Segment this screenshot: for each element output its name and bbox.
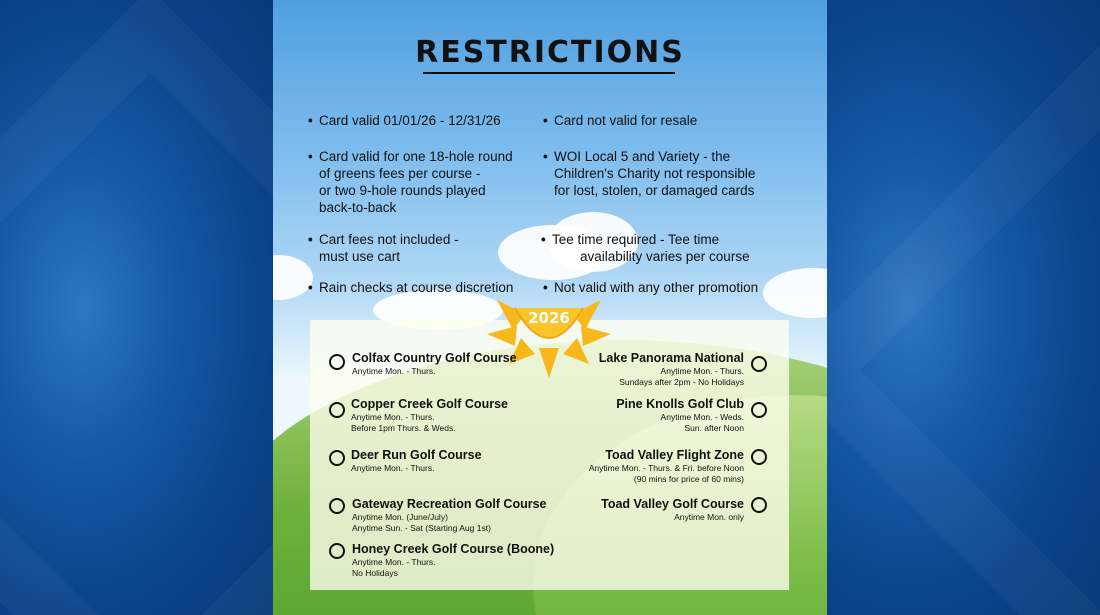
restriction-item: • Not valid with any other promotion (543, 280, 759, 295)
course-checkbox[interactable] (751, 449, 767, 465)
course-entry: Toad Valley Flight Zone Anytime Mon. - Thurs. & Fri. before Noon (90 mins for price of 60 mins) (588, 448, 744, 484)
course-checkbox[interactable] (329, 450, 345, 466)
course-checkbox[interactable] (751, 356, 767, 372)
course-entry: Lake Panorama National Anytime Mon. - Thurs. Sundays after 2pm - No Holidays (598, 351, 744, 387)
restriction-item: • Card not valid for resale (543, 113, 698, 128)
course-checkbox[interactable] (329, 498, 345, 514)
restriction-item: • Tee time required - Tee time availability varies per course (541, 232, 750, 264)
cloud-illustration (273, 255, 313, 300)
cloud-illustration (763, 268, 827, 318)
year-badge: 2026 (528, 309, 570, 327)
course-checkbox[interactable] (329, 543, 345, 559)
course-entry: Copper Creek Golf Course Anytime Mon. - Thurs. Before 1pm Thurs. & Weds. (351, 397, 508, 433)
restriction-item: • Rain checks at course discretion (308, 280, 514, 295)
course-entry: Gateway Recreation Golf Course Anytime Mon. (June/July) Anytime Sun. - Sat (Starting Aug 1st) (352, 497, 547, 533)
course-checkbox[interactable] (329, 354, 345, 370)
course-entry: Pine Knolls Golf Club Anytime Mon. - Weds. Sun. after Noon (616, 397, 744, 433)
background-right (827, 0, 1100, 615)
course-entry: Colfax Country Golf Course Anytime Mon. - Thurs. (352, 351, 517, 376)
title-underline (423, 72, 675, 74)
restriction-item: • Card valid 01/01/26 - 12/31/26 (308, 113, 501, 128)
course-entry: Deer Run Golf Course Anytime Mon. - Thurs. (351, 448, 482, 473)
restrictions-card (273, 0, 827, 615)
background-left (0, 0, 273, 615)
course-checkbox[interactable] (751, 402, 767, 418)
course-entry: Toad Valley Golf Course Anytime Mon. only (601, 497, 744, 522)
course-entry: Honey Creek Golf Course (Boone) Anytime Mon. - Thurs. No Holidays (352, 542, 555, 578)
restriction-item: • WOI Local 5 and Variety - the Children's Charity not responsible for lost, stolen, or damaged cards (543, 149, 756, 198)
page-title: RESTRICTIONS (415, 35, 685, 70)
course-checkbox[interactable] (751, 497, 767, 513)
restriction-item: • Cart fees not included - must use cart (308, 232, 459, 264)
course-checkbox[interactable] (329, 402, 345, 418)
restriction-item: • Card valid for one 18-hole round of greens fees per course - or two 9-hole rounds played back-to-back (308, 149, 513, 215)
